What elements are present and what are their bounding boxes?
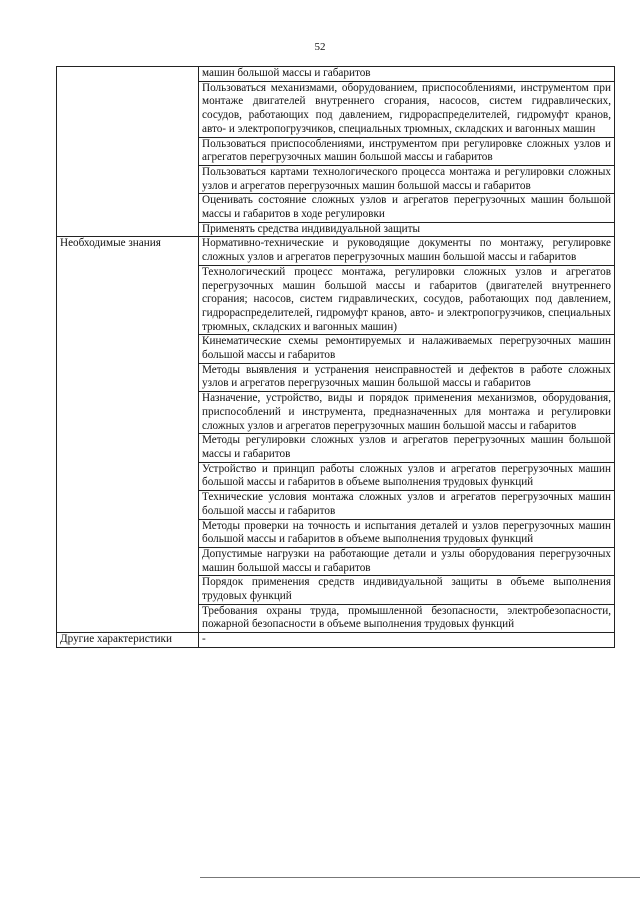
skill-item: Пользоваться приспособлениями, инструментом при регулировке сложных узлов и агрегатов перегрузочных машин большой массы и габаритов — [199, 137, 615, 165]
skill-item: машин большой массы и габаритов — [199, 67, 615, 82]
knowledge-label: Необходимые знания — [57, 237, 199, 633]
skill-item: Оценивать состояние сложных узлов и агрегатов перегрузочных машин большой массы и габаритов в ходе регулировки — [199, 194, 615, 222]
knowledge-item: Нормативно-технические и руководящие документы по монтажу, регулировке сложных узлов и агрегатов перегрузочных машин большой массы и габаритов — [199, 237, 615, 265]
knowledge-item: Технические условия монтажа сложных узлов и агрегатов перегрузочных машин большой массы и габаритов — [199, 491, 615, 519]
other-characteristics-value: - — [199, 633, 615, 648]
skill-item: Пользоваться механизмами, оборудованием, приспособлениями, инструментом при монтаже двигателей внутреннего сгорания, насосов, систем гидравлических, сосудов, работающих под давлением, гидрораспределителей, гидромуфт кранов, авто- и электропогрузчиков, специальных трюмных, складских и вагонных машин — [199, 81, 615, 137]
qualification-table — [56, 66, 615, 648]
page-bottom-rule — [200, 877, 640, 878]
skill-item: Применять средства индивидуальной защиты — [199, 222, 615, 237]
knowledge-item: Допустимые нагрузки на работающие детали и узлы оборудования перегрузочных машин большой массы и габаритов — [199, 547, 615, 575]
knowledge-item: Кинематические схемы ремонтируемых и налаживаемых перегрузочных машин большой массы и габаритов — [199, 335, 615, 363]
skills-label-cell — [57, 67, 199, 237]
knowledge-item: Устройство и принцип работы сложных узлов и агрегатов перегрузочных машин большой массы и габаритов в объеме выполнения трудовых функций — [199, 462, 615, 490]
knowledge-item: Методы выявления и устранения неисправностей и дефектов в работе сложных узлов и агрегатов перегрузочных машин большой массы и габаритов — [199, 363, 615, 391]
other-characteristics-label: Другие характеристики — [57, 633, 199, 648]
knowledge-item: Порядок применения средств индивидуальной защиты в объеме выполнения трудовых функций — [199, 576, 615, 604]
page-number: 52 — [314, 41, 326, 53]
knowledge-item: Технологический процесс монтажа, регулировки сложных узлов и агрегатов перегрузочных машин большой массы и габаритов (двигателей внутреннего сгорания; насосов, систем гидравлических, сосудов, работающих под давлением, гидрораспределителей, гидромуфт кранов, авто- и электропогрузчиков, специальных трюмных, складских и вагонных машин) — [199, 265, 615, 335]
table-row — [57, 633, 615, 648]
knowledge-item: Методы проверки на точность и испытания деталей и узлов перегрузочных машин большой массы и габаритов в объеме выполнения трудовых функций — [199, 519, 615, 547]
table-row — [57, 67, 615, 82]
knowledge-item: Требования охраны труда, промышленной безопасности, электробезопасности, пожарной безопасности в объеме выполнения трудовых функций — [199, 604, 615, 632]
skill-item: Пользоваться картами технологического процесса монтажа и регулировки сложных узлов и агрегатов перегрузочных машин большой массы и габаритов — [199, 165, 615, 193]
knowledge-item: Назначение, устройство, виды и порядок применения механизмов, оборудования, приспособлений и инструмента, предназначенных для монтажа и регулировки сложных узлов и агрегатов перегрузочных машин большой массы и габаритов — [199, 392, 615, 434]
knowledge-item: Методы регулировки сложных узлов и агрегатов перегрузочных машин большой массы и габаритов — [199, 434, 615, 462]
table-row — [57, 237, 615, 265]
